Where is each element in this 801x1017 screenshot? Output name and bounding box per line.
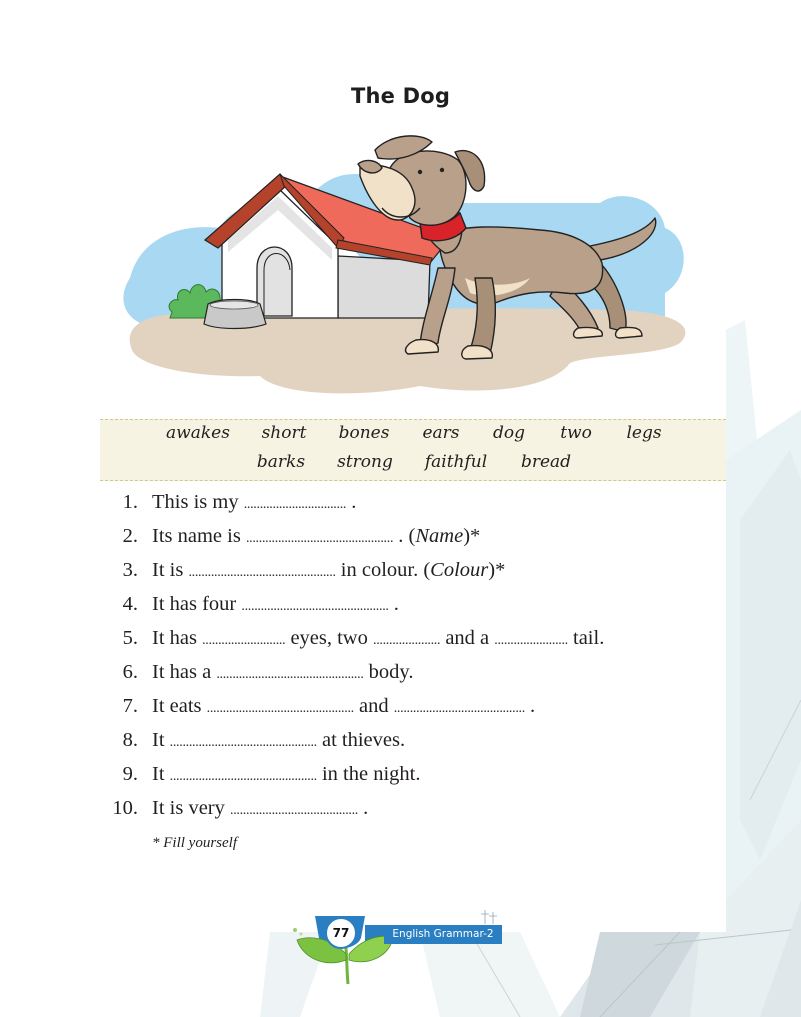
question-text: This is my [152,491,239,513]
question-text: at thieves. [321,729,406,751]
question-5 [100,623,604,653]
question-number: 3. [122,559,138,581]
answer-blank[interactable]: .............................................. [241,599,389,614]
question-1 [100,487,356,517]
word-bank-item: strong [337,452,393,472]
question-number: 9. [122,763,138,785]
word-bank-item: faithful [424,452,488,472]
question-text: It is [152,559,184,581]
question-text: . [351,491,357,513]
answer-blank[interactable]: ....................... [494,633,568,648]
question-text: . [530,695,536,717]
word-bank-item: legs [626,423,662,443]
hint-text: Name [415,525,464,547]
question-text: and [358,695,389,717]
question-text: It has four [152,593,237,615]
question-number: 5. [122,627,138,649]
question-text: It [152,763,165,785]
kennel-door [257,247,292,316]
question-text: and a [445,627,490,649]
word-bank-item: barks [256,452,306,472]
word-bank-row-1 [100,423,726,447]
question-text: in the night. [321,763,421,785]
question-number: 1. [122,491,138,513]
question-text: It has a [152,661,212,683]
question-number: 4. [122,593,138,615]
page-number: 77 [325,917,357,949]
answer-blank[interactable]: ........................................ [230,803,359,818]
question-8 [100,725,405,755]
question-text: It has [152,627,197,649]
question-10 [100,793,368,823]
word-bank [100,419,726,481]
answer-blank[interactable]: .............................................. [245,531,394,546]
question-text: Its name is [152,525,241,547]
dog-kennel-illustration [120,128,700,408]
question-text: body. [368,661,414,683]
answer-blank[interactable]: .............................................. [188,565,336,580]
question-text: in colour. ( [340,559,431,581]
question-number: 6. [122,661,138,683]
answer-blank[interactable]: .............................................. [216,667,364,682]
question-text: )* [463,525,481,547]
answer-blank[interactable]: .......................... [202,633,286,648]
word-bank-item: dog [493,423,525,443]
answer-blank[interactable]: .............................................. [169,735,317,750]
answer-blank[interactable]: .............................................. [206,701,354,716]
question-4 [100,589,399,619]
question-text: . [393,593,399,615]
page-footer [285,908,510,988]
word-bank-item: short [261,423,307,443]
answer-blank[interactable]: .............................................. [169,769,317,784]
question-text: . ( [398,525,416,547]
question-text: It is very [152,797,225,819]
kennel-side-wall [338,256,430,318]
question-text: It eats [152,695,202,717]
footnote: * Fill yourself [152,835,237,851]
question-number: 7. [122,695,138,717]
word-bank-item: two [560,423,592,443]
question-text: It [152,729,165,751]
question-text: tail. [573,627,605,649]
question-3 [100,555,505,585]
question-7 [100,691,535,721]
word-bank-row-2 [100,452,726,476]
answer-blank[interactable]: ..................... [373,633,441,648]
word-bank-item: ears [422,423,460,443]
question-6 [100,657,413,687]
answer-blank[interactable]: ................................ [243,497,347,512]
word-bank-item: bread [520,452,572,472]
question-2 [100,521,480,551]
question-9 [100,759,421,789]
question-number: 10. [112,797,138,819]
hint-text: Colour [430,559,489,581]
question-text: . [363,797,369,819]
question-text: eyes, two [290,627,368,649]
answer-blank[interactable]: ......................................... [393,701,525,716]
sprout-icon [285,908,510,988]
question-number: 2. [122,525,138,547]
word-bank-item: awakes [166,423,230,443]
page-title: The Dog [350,84,451,108]
question-text: )* [488,559,506,581]
book-title: English Grammar-2 [384,925,502,944]
question-number: 8. [122,729,138,751]
word-bank-item: bones [338,423,390,443]
